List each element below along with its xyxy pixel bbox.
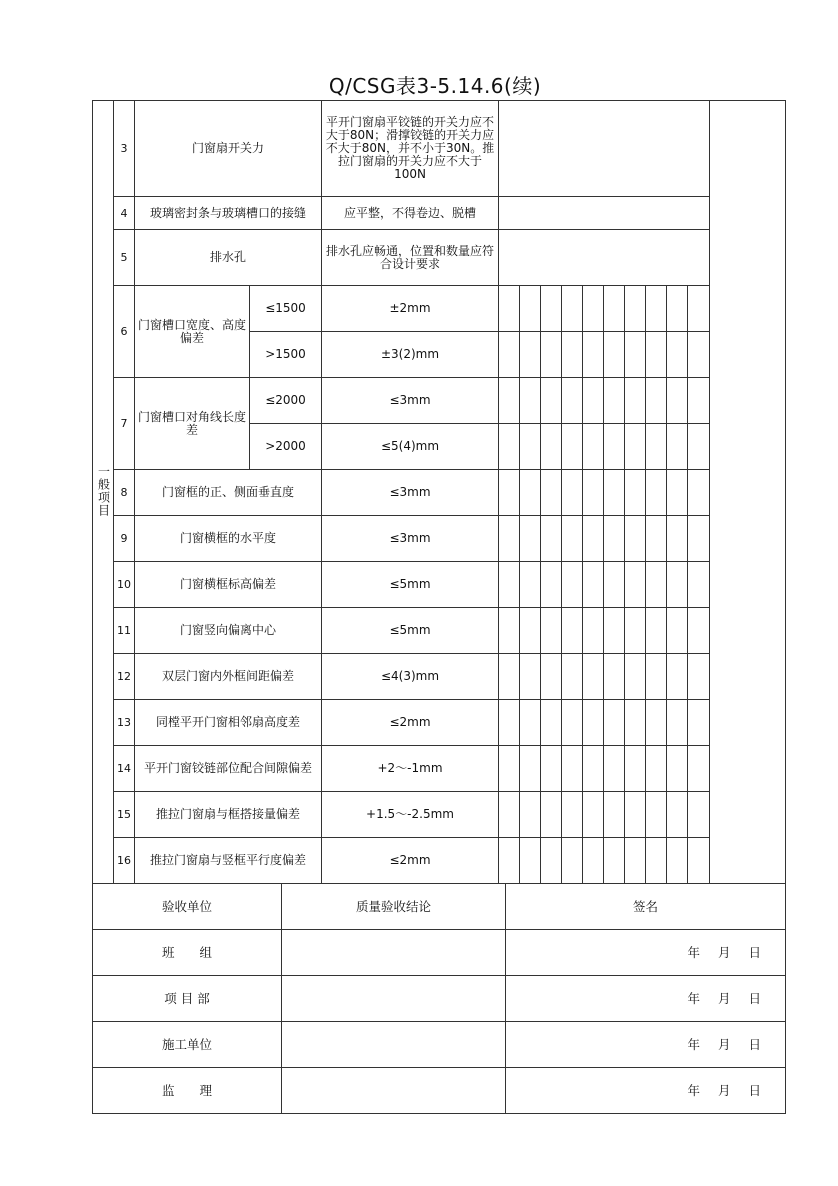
- measurement-cell[interactable]: [499, 332, 520, 378]
- measurement-cell[interactable]: [541, 424, 562, 470]
- measurement-cell[interactable]: [562, 654, 583, 700]
- measurement-cell[interactable]: [646, 378, 667, 424]
- form-title: Q/CSG表3-5.14.6(续): [328, 74, 542, 98]
- measurement-cell[interactable]: [583, 378, 604, 424]
- item-name: 玻璃密封条与玻璃槽口的接缝: [135, 197, 322, 230]
- item-name: 推拉门窗扇与框搭接量偏差: [135, 792, 322, 838]
- measurement-cell[interactable]: [667, 516, 688, 562]
- item-standard: ±3(2)mm: [322, 332, 499, 378]
- table-row: [93, 197, 786, 230]
- measurement-cell[interactable]: [604, 562, 625, 608]
- measurement-cell[interactable]: [541, 470, 562, 516]
- signature-date-field[interactable]: 年 月 日: [506, 1022, 786, 1068]
- item-number: 3: [114, 101, 135, 197]
- item-standard: ≤3mm: [322, 378, 499, 424]
- item-name: 同樘平开门窗相邻扇高度差: [135, 700, 322, 746]
- measurement-cell[interactable]: [541, 838, 562, 884]
- measurement-cell[interactable]: [562, 838, 583, 884]
- item-number: 8: [114, 470, 135, 516]
- table-row: [93, 516, 786, 562]
- measurement-cell[interactable]: [688, 424, 710, 470]
- measurement-cell[interactable]: [583, 838, 604, 884]
- measurement-cell[interactable]: [562, 608, 583, 654]
- measurement-cell[interactable]: [667, 562, 688, 608]
- measurement-cell[interactable]: [625, 424, 646, 470]
- measurement-cell[interactable]: [604, 286, 625, 332]
- measurement-cell[interactable]: [625, 746, 646, 792]
- item-number: 15: [114, 792, 135, 838]
- measurement-cell[interactable]: [520, 332, 541, 378]
- measurement-cell[interactable]: [499, 286, 520, 332]
- measurement-cell[interactable]: [604, 700, 625, 746]
- remarks-cell[interactable]: [710, 101, 786, 884]
- item-number: 9: [114, 516, 135, 562]
- measurement-cell[interactable]: [583, 654, 604, 700]
- signoff-table: [92, 883, 786, 1114]
- table-row: [93, 101, 786, 197]
- signature-date-field[interactable]: 年 月 日: [506, 930, 786, 976]
- measurement-cell[interactable]: [646, 654, 667, 700]
- item-standard: 平开门窗扇平铰链的开关力应不大于80N；滑撑铰链的开关力应不大于80N，并不小于30N。推拉门窗扇的开关力应不大于100N: [322, 101, 499, 197]
- measurement-cell[interactable]: [541, 286, 562, 332]
- measurement-cell[interactable]: [625, 700, 646, 746]
- measurement-cell[interactable]: [625, 792, 646, 838]
- measurement-cell[interactable]: [520, 608, 541, 654]
- item-condition: ≤1500: [250, 286, 322, 332]
- table-row: [93, 608, 786, 654]
- measurement-cell[interactable]: [667, 470, 688, 516]
- item-number: 14: [114, 746, 135, 792]
- conclusion-field[interactable]: [282, 1022, 506, 1068]
- measurement-cell[interactable]: [625, 378, 646, 424]
- measurement-cell[interactable]: [499, 378, 520, 424]
- table-row: [93, 230, 786, 286]
- table-row: [93, 654, 786, 700]
- measurement-cell[interactable]: [583, 608, 604, 654]
- measurement-cell[interactable]: [667, 286, 688, 332]
- item-number: 6: [114, 286, 135, 378]
- measurement-cell[interactable]: [562, 516, 583, 562]
- measurement-cell[interactable]: [646, 746, 667, 792]
- measurement-cell[interactable]: [688, 700, 710, 746]
- measurement-cell[interactable]: [646, 792, 667, 838]
- item-condition: >2000: [250, 424, 322, 470]
- item-condition: ≤2000: [250, 378, 322, 424]
- measurement-cell[interactable]: [520, 470, 541, 516]
- measurement-cell[interactable]: [499, 424, 520, 470]
- item-name: 门窗横框标高偏差: [135, 562, 322, 608]
- signoff-header-row: [93, 884, 786, 930]
- signoff-row: [93, 930, 786, 976]
- item-number: 11: [114, 608, 135, 654]
- measurement-cell[interactable]: [562, 286, 583, 332]
- measurement-cell[interactable]: [688, 654, 710, 700]
- table-row: [93, 792, 786, 838]
- measurement-cell[interactable]: [583, 286, 604, 332]
- item-standard: ≤2mm: [322, 838, 499, 884]
- item-number: 16: [114, 838, 135, 884]
- measurement-cell[interactable]: [583, 746, 604, 792]
- item-number: 5: [114, 230, 135, 286]
- measurement-cell[interactable]: [541, 378, 562, 424]
- item-standard: ±2mm: [322, 286, 499, 332]
- item-standard: 应平整，不得卷边、脱槽: [322, 197, 499, 230]
- measurement-cell[interactable]: [604, 792, 625, 838]
- measurement-cell[interactable]: [583, 470, 604, 516]
- measurement-cell[interactable]: [646, 332, 667, 378]
- measurement-cell[interactable]: [562, 424, 583, 470]
- measurement-cell[interactable]: [604, 654, 625, 700]
- item-name: 门窗竖向偏离中心: [135, 608, 322, 654]
- table-row: [93, 286, 786, 332]
- result-cell[interactable]: [499, 230, 710, 286]
- signoff-header: 验收单位: [93, 884, 282, 930]
- measurement-cell[interactable]: [562, 470, 583, 516]
- measurement-cell[interactable]: [520, 516, 541, 562]
- measurement-cell[interactable]: [688, 286, 710, 332]
- signoff-unit: 施工单位: [93, 1022, 282, 1068]
- measurement-cell[interactable]: [499, 470, 520, 516]
- item-name: 门窗框的正、侧面垂直度: [135, 470, 322, 516]
- category-text: 一般项目: [96, 464, 111, 517]
- measurement-cell[interactable]: [520, 746, 541, 792]
- measurement-cell[interactable]: [646, 286, 667, 332]
- signoff-header: 质量验收结论: [282, 884, 506, 930]
- measurement-cell[interactable]: [583, 700, 604, 746]
- measurement-cell[interactable]: [541, 654, 562, 700]
- measurement-cell[interactable]: [562, 332, 583, 378]
- item-name: 推拉门窗扇与竖框平行度偏差: [135, 838, 322, 884]
- measurement-cell[interactable]: [625, 654, 646, 700]
- measurement-cell[interactable]: [688, 746, 710, 792]
- measurement-cell[interactable]: [646, 838, 667, 884]
- table-row: [93, 838, 786, 884]
- item-number: 7: [114, 378, 135, 470]
- measurement-cell[interactable]: [625, 562, 646, 608]
- measurement-cell[interactable]: [625, 838, 646, 884]
- item-standard: ≤3mm: [322, 470, 499, 516]
- measurement-cell[interactable]: [604, 470, 625, 516]
- table-row: [93, 470, 786, 516]
- measurement-cell[interactable]: [499, 516, 520, 562]
- signoff-unit: 监 理: [93, 1068, 282, 1114]
- measurement-cell[interactable]: [604, 516, 625, 562]
- measurement-cell[interactable]: [667, 332, 688, 378]
- table-row: [93, 378, 786, 424]
- measurement-cell[interactable]: [541, 792, 562, 838]
- measurement-cell[interactable]: [604, 424, 625, 470]
- measurement-cell[interactable]: [688, 792, 710, 838]
- measurement-cell[interactable]: [583, 792, 604, 838]
- signature-date-field[interactable]: 年 月 日: [506, 976, 786, 1022]
- measurement-cell[interactable]: [688, 562, 710, 608]
- item-name: 双层门窗内外框间距偏差: [135, 654, 322, 700]
- measurement-cell[interactable]: [583, 516, 604, 562]
- measurement-cell[interactable]: [520, 838, 541, 884]
- measurement-cell[interactable]: [520, 378, 541, 424]
- measurement-cell[interactable]: [625, 286, 646, 332]
- item-standard: +1.5～-2.5mm: [322, 792, 499, 838]
- measurement-cell[interactable]: [688, 608, 710, 654]
- measurement-cell[interactable]: [499, 700, 520, 746]
- item-standard: +2～-1mm: [322, 746, 499, 792]
- conclusion-field[interactable]: [282, 976, 506, 1022]
- conclusion-field[interactable]: [282, 930, 506, 976]
- measurement-cell[interactable]: [562, 378, 583, 424]
- measurement-cell[interactable]: [688, 378, 710, 424]
- item-condition: >1500: [250, 332, 322, 378]
- measurement-cell[interactable]: [541, 562, 562, 608]
- measurement-cell[interactable]: [604, 746, 625, 792]
- conclusion-field[interactable]: [282, 1068, 506, 1114]
- table-row: [93, 700, 786, 746]
- item-name: 门窗槽口对角线长度差: [135, 378, 250, 470]
- measurement-cell[interactable]: [604, 332, 625, 378]
- measurement-cell[interactable]: [688, 516, 710, 562]
- result-cell[interactable]: [499, 197, 710, 230]
- measurement-cell[interactable]: [646, 516, 667, 562]
- measurement-cell[interactable]: [562, 792, 583, 838]
- measurement-cell[interactable]: [604, 608, 625, 654]
- measurement-cell[interactable]: [499, 608, 520, 654]
- item-standard: ≤4(3)mm: [322, 654, 499, 700]
- measurement-cell[interactable]: [667, 608, 688, 654]
- item-name: 门窗槽口宽度、高度偏差: [135, 286, 250, 378]
- measurement-cell[interactable]: [667, 654, 688, 700]
- measurement-cell[interactable]: [646, 562, 667, 608]
- category-label: [93, 101, 114, 884]
- measurement-cell[interactable]: [667, 792, 688, 838]
- measurement-cell[interactable]: [520, 286, 541, 332]
- item-number: 13: [114, 700, 135, 746]
- measurement-cell[interactable]: [667, 746, 688, 792]
- measurement-cell[interactable]: [520, 562, 541, 608]
- measurement-cell[interactable]: [541, 746, 562, 792]
- measurement-cell[interactable]: [688, 838, 710, 884]
- measurement-cell[interactable]: [604, 838, 625, 884]
- measurement-cell[interactable]: [604, 378, 625, 424]
- measurement-cell[interactable]: [520, 654, 541, 700]
- measurement-cell[interactable]: [583, 562, 604, 608]
- measurement-cell[interactable]: [562, 746, 583, 792]
- table-row: [93, 746, 786, 792]
- measurement-cell[interactable]: [646, 608, 667, 654]
- item-standard: ≤3mm: [322, 516, 499, 562]
- item-name: 门窗横框的水平度: [135, 516, 322, 562]
- signoff-header: 签名: [506, 884, 786, 930]
- signoff-row: [93, 1068, 786, 1114]
- measurement-cell[interactable]: [625, 608, 646, 654]
- item-standard: ≤5mm: [322, 562, 499, 608]
- item-standard: ≤5(4)mm: [322, 424, 499, 470]
- measurement-cell[interactable]: [667, 838, 688, 884]
- item-standard: 排水孔应畅通，位置和数量应符合设计要求: [322, 230, 499, 286]
- measurement-cell[interactable]: [688, 470, 710, 516]
- table-row: [93, 562, 786, 608]
- item-number: 4: [114, 197, 135, 230]
- measurement-cell[interactable]: [625, 470, 646, 516]
- measurement-cell[interactable]: [541, 700, 562, 746]
- item-number: 12: [114, 654, 135, 700]
- measurement-cell[interactable]: [499, 838, 520, 884]
- measurement-cell[interactable]: [625, 516, 646, 562]
- item-number: 10: [114, 562, 135, 608]
- item-standard: ≤5mm: [322, 608, 499, 654]
- measurement-cell[interactable]: [646, 424, 667, 470]
- measurement-cell[interactable]: [520, 700, 541, 746]
- measurement-cell[interactable]: [646, 470, 667, 516]
- measurement-cell[interactable]: [667, 424, 688, 470]
- signature-date-field[interactable]: 年 月 日: [506, 1068, 786, 1114]
- measurement-cell[interactable]: [499, 792, 520, 838]
- result-cell[interactable]: [499, 101, 710, 197]
- measurement-cell[interactable]: [520, 424, 541, 470]
- measurement-cell[interactable]: [541, 608, 562, 654]
- measurement-cell[interactable]: [583, 332, 604, 378]
- measurement-cell[interactable]: [583, 424, 604, 470]
- signoff-row: [93, 976, 786, 1022]
- signoff-row: [93, 1022, 786, 1068]
- measurement-cell[interactable]: [520, 792, 541, 838]
- item-name: 排水孔: [135, 230, 322, 286]
- measurement-cell[interactable]: [541, 332, 562, 378]
- measurement-cell[interactable]: [499, 562, 520, 608]
- measurement-cell[interactable]: [688, 332, 710, 378]
- signoff-unit: 班 组: [93, 930, 282, 976]
- measurement-cell[interactable]: [646, 700, 667, 746]
- measurement-cell[interactable]: [562, 700, 583, 746]
- measurement-cell[interactable]: [667, 378, 688, 424]
- inspection-table: [92, 100, 786, 884]
- measurement-cell[interactable]: [562, 562, 583, 608]
- signoff-unit: 项 目 部: [93, 976, 282, 1022]
- measurement-cell[interactable]: [625, 332, 646, 378]
- item-name: 平开门窗铰链部位配合间隙偏差: [135, 746, 322, 792]
- measurement-cell[interactable]: [541, 516, 562, 562]
- measurement-cell[interactable]: [499, 746, 520, 792]
- measurement-cell[interactable]: [667, 700, 688, 746]
- measurement-cell[interactable]: [499, 654, 520, 700]
- item-standard: ≤2mm: [322, 700, 499, 746]
- item-name: 门窗扇开关力: [135, 101, 322, 197]
